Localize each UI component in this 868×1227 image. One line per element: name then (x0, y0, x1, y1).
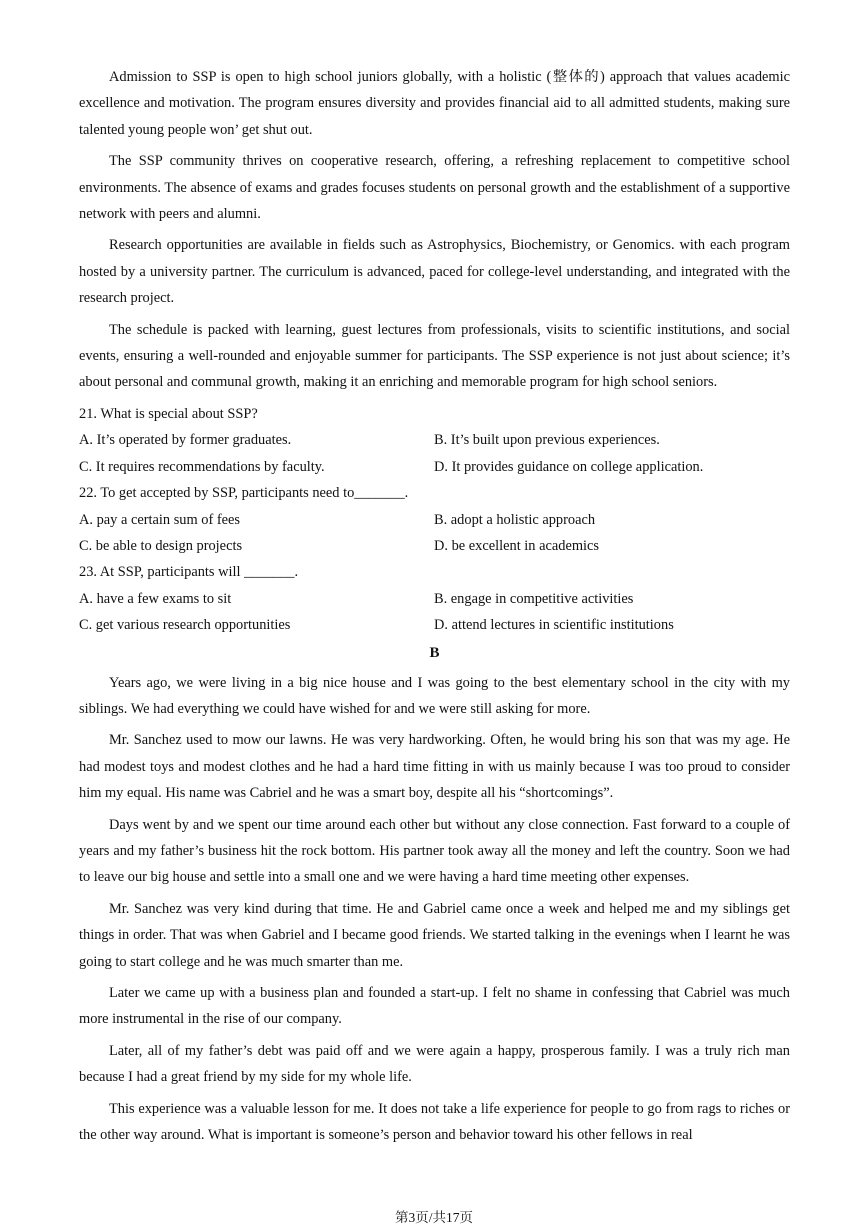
question-stem: 23. At SSP, participants will _______. (79, 564, 299, 581)
question-options (79, 507, 790, 560)
option-c: C. be able to design projects (79, 537, 243, 554)
question-stem: 22. To get accepted by SSP, participants need to_______. (79, 485, 409, 502)
option-b: B. adopt a holistic approach (434, 511, 596, 528)
option-a: A. pay a certain sum of fees (79, 511, 241, 528)
question-options (79, 427, 790, 480)
passage-a-paragraph: Research opportunities are available in fields such as Astrophysics, Biochemistry, or Genomics. with each program hosted by a university partner. The curriculum is advanced, paced for college-level understanding, and integrated with the research project. (79, 237, 790, 307)
passage-b-paragraph: Later we came up with a business plan and founded a start-up. I felt no shame in confessing that Cabriel was much more instrumental in the rise of our company. (79, 985, 790, 1028)
option-d: D. It provides guidance on college application. (434, 458, 704, 475)
option-b: B. It’s built upon previous experiences. (434, 432, 660, 449)
option-a: A. have a few exams to sit (79, 590, 232, 607)
option-d: D. attend lectures in scientific institutions (434, 617, 674, 634)
passage-a-paragraph: The SSP community thrives on cooperative research, offering, a refreshing replacement to competitive school environments. The absence of exams and grades focuses students on personal growth and the establishment of a supportive network with peers and alumni. (79, 153, 790, 223)
passage-b-paragraph: Days went by and we spent our time around each other but without any close connection. Fast forward to a couple of years and my father’s business hit the rock bottom. His partner took away all the money and left the country. Soon we had to leave our big house and settle into a small one and we were having a hard time meeting other expenses. (79, 816, 790, 886)
passage-b-paragraph: Years ago, we were living in a big nice house and I was going to the best elementary school in the city with my siblings. We had everything we could have wished for and we were still asking for more. (79, 674, 790, 717)
passage-b-paragraph: Later, all of my father’s debt was paid off and we were again a happy, prosperous family. I was a truly rich man because I had a great friend by my side for my whole life. (79, 1042, 790, 1086)
passage-a-paragraph: Admission to SSP is open to high school juniors globally, with a holistic (整体的) approach that values academic excellence and motivation. The program ensures diversity and provides financial aid to all admitted students, making sure talented young people won’ get shut out. (79, 69, 790, 138)
option-d: D. be excellent in academics (434, 537, 600, 554)
question-22 (79, 480, 790, 559)
option-a: A. It’s operated by former graduates. (79, 432, 292, 449)
passage-b-paragraph: This experience was a valuable lesson for me. It does not take a life experience for people to go from rags to riches or the other way around. What is important is someone’s person and behavior toward his other fellows in real (79, 1100, 790, 1144)
option-c: C. It requires recommendations by faculty. (79, 458, 325, 475)
section-title: B (429, 644, 440, 661)
passage-b-paragraph: Mr. Sanchez used to mow our lawns. He was very hardworking. Often, he would bring his son that was my age. He had modest toys and modest clothes and he had a hard time fitting in with us mainly because I was too proud to consider him my equal. His name was Cabriel and he was a smart boy, despite all his “shortcomings”. (79, 732, 790, 802)
question-23 (79, 559, 790, 638)
question-stem: 21. What is special about SSP? (79, 405, 258, 422)
option-b: B. engage in competitive activities (434, 590, 634, 607)
passage-b-paragraph: Mr. Sanchez was very kind during that time. He and Gabriel came once a week and helped me and my siblings get things in order. That was when Gabriel and I became good friends. We started talking in the evenings when I learnt he was going to start college and he was much smarter than me. (79, 900, 790, 970)
page-number: 第3页/共17页 (394, 1210, 473, 1225)
passage-a-paragraph: The schedule is packed with learning, guest lectures from professionals, visits to scientific institutions, and social events, ensuring a well-rounded and enjoyable summer for participants. The SSP experience is not just about science; it’s about personal and communal growth, making it an enriching and memorable program for high school seniors. (79, 321, 790, 391)
question-21 (79, 401, 790, 480)
document-page (79, 64, 790, 1153)
option-c: C. get various research opportunities (79, 617, 291, 634)
question-options (79, 586, 790, 639)
